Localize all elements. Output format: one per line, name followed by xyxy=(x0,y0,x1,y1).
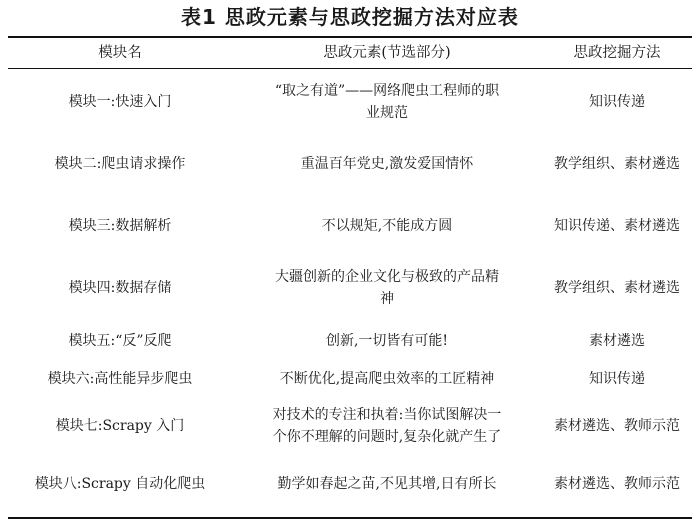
row-module-name: 模块二:爬虫请求操作 xyxy=(54,156,186,172)
row-module-name: 模块三:数据解析 xyxy=(68,218,172,234)
row-module-name: 模块五:“反”反爬 xyxy=(68,333,172,349)
row-module-name: 模块六:高性能异步爬虫 xyxy=(47,371,193,387)
row-module-name: 模块七:Scrapy 入门 xyxy=(55,418,185,434)
table-bottom-rule xyxy=(8,517,692,519)
header-mining-method: 思政挖掘方法 xyxy=(573,45,661,61)
row-mining-method: 素材遴选、教师示范 xyxy=(554,476,680,492)
row-ideological-element: 创新,一切皆有可能! xyxy=(325,333,449,349)
row-mining-method: 知识传递 xyxy=(589,371,645,387)
row-mining-method: 知识传递、素材遴选 xyxy=(554,218,680,234)
row-ideological-element: 对技术的专注和执着:当你试图解决一个你不理解的问题时,复杂化就产生了 xyxy=(272,407,502,445)
row-ideological-element: 不以规矩,不能成方圆 xyxy=(321,218,453,234)
row-module-name: 模块八:Scrapy 自动化爬虫 xyxy=(34,476,206,492)
row-mining-method: 教学组织、素材遴选 xyxy=(554,156,680,172)
row-ideological-element: 勤学如春起之苗,不见其增,日有所长 xyxy=(277,476,497,492)
table-header-rule xyxy=(8,68,692,69)
row-ideological-element: 不断优化,提高爬虫效率的工匠精神 xyxy=(279,371,495,387)
row-mining-method: 教学组织、素材遴选 xyxy=(554,280,680,296)
row-ideological-element: “取之有道”——网络爬虫工程师的职业规范 xyxy=(274,83,500,121)
row-module-name: 模块一:快速入门 xyxy=(68,94,172,110)
row-module-name: 模块四:数据存储 xyxy=(68,280,172,296)
table-top-rule xyxy=(8,36,692,38)
header-module-name: 模块名 xyxy=(98,45,142,61)
row-mining-method: 知识传递 xyxy=(589,94,645,110)
header-ideological-element: 思政元素(节选部分) xyxy=(323,45,451,61)
table-title: 表1 思政元素与思政挖掘方法对应表 xyxy=(181,5,519,29)
row-mining-method: 素材遴选、教师示范 xyxy=(554,418,680,434)
row-ideological-element: 大疆创新的企业文化与极致的产品精神 xyxy=(275,269,499,307)
row-mining-method: 素材遴选 xyxy=(589,333,645,349)
row-ideological-element: 重温百年党史,激发爱国情怀 xyxy=(300,156,474,172)
